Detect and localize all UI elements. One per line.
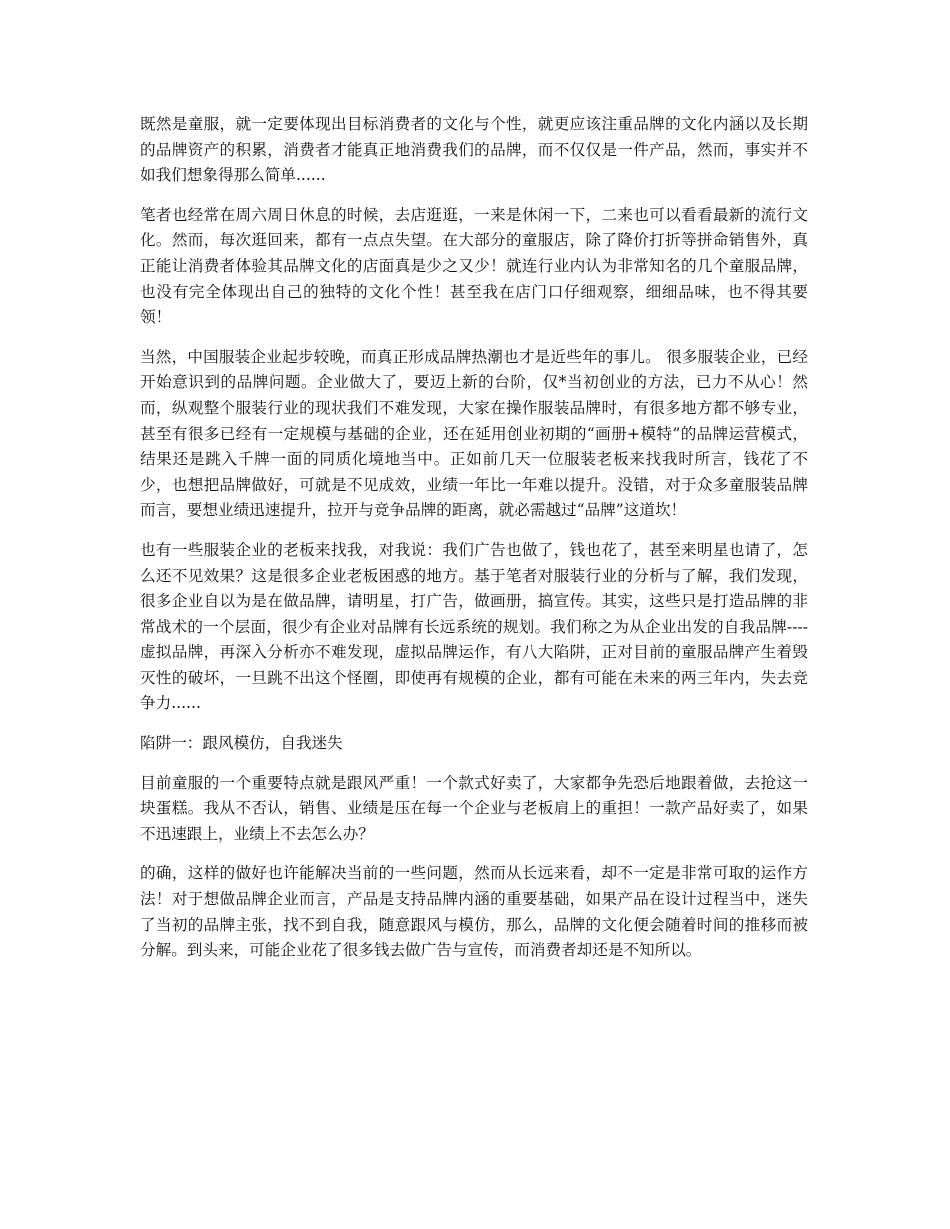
paragraph-intro: 既然是童服，就一定要体现出目标消费者的文化与个性，就更应该注重品牌的文化内涵以及长期的品牌资产的积累，消费者才能真正地消费我们的品牌，而不仅仅是一件产品，然而，事实并不如我们想象得那么简单...... — [140, 115, 808, 185]
paragraph-store-visits: 笔者也经常在周六周日休息的时候，去店逛逛，一来是休闲一下，二来也可以看看最新的流行文化。然而，每次逛回来，都有一点点失望。在大部分的童服店，除了降价打折等拼命销售外，真正能让消费者体验其品牌文化的店面真是少之又少！就连行业内认为非常知名的几个童服品牌，也没有完全体现出自己的独特的文化个性！甚至我在店门口仔细观察，细细品味，也不得其要领！ — [140, 205, 808, 327]
document-body — [140, 112, 808, 978]
paragraph-virtual-brand: 也有一些服装企业的老板来找我，对我说：我们广告也做了，钱也花了，甚至来明星也请了，怎么还不见效果？这是很多企业老板困惑的地方。基于笔者对服装行业的分析与了解，我们发现，很多企业自以为是在做品牌，请明星，打广告，做画册，搞宣传。其实，这些只是打造品牌的非常战术的一个层面，很少有企业对品牌有长远系统的规划。我们称之为从企业出发的自我品牌----虚拟品牌，再深入分析亦不难发现，虚拟品牌运作，有八大陷阱，正对目前的童服品牌产生着毁灭性的破坏，一旦跳不出这个怪圈，即使再有规模的企业，都有可能在未来的两三年内，失去竞争力...... — [140, 540, 808, 713]
section-heading-trap-one: 陷阱一：跟风模仿，自我迷失 — [140, 734, 343, 753]
paragraph-imitation: 目前童服的一个重要特点就是跟风严重！一个款式好卖了，大家都争先恐后地跟着做，去抢这一块蛋糕。我从不否认，销售、业绩是压在每一个企业与老板肩上的重担！一款产品好卖了，如果不迅速跟上，业绩上不去怎么办？ — [140, 773, 808, 843]
paragraph-long-term: 的确，这样的做好也许能解决当前的一些问题，然而从长远来看，却不一定是非常可取的运作方法！对于想做品牌企业而言，产品是支持品牌内涵的重要基础，如果产品在设计过程当中，迷失了当初的品牌主张，找不到自我，随意跟风与模仿，那么，品牌的文化便会随着时间的推移而被分解。到头来，可能企业花了很多钱去做广告与宣传，而消费者却还是不知所以。 — [140, 864, 808, 960]
paragraph-industry-status: 当然，中国服装企业起步较晚，而真正形成品牌热潮也才是近些年的事儿。 很多服装企业，已经开始意识到的品牌问题。企业做大了，要迈上新的台阶，仅*当初创业的方法，已力不从心！然而，纵观整个服装行业的现状我们不难发现，大家在操作服装品牌时，有很多地方都不够专业，甚至有很多已经有一定规模与基础的企业，还在延用创业初期的“画册+模特”的品牌运营模式，结果还是跳入千牌一面的同质化境地当中。正如前几天一位服装老板来找我时所言，钱花了不少，也想把品牌做好，可就是不见成效，业绩一年比一年难以提升。没错，对于众多童服装品牌而言，要想业绩迅速提升，拉开与竞争品牌的距离，就必需越过“品牌”这道坎！ — [140, 347, 808, 520]
